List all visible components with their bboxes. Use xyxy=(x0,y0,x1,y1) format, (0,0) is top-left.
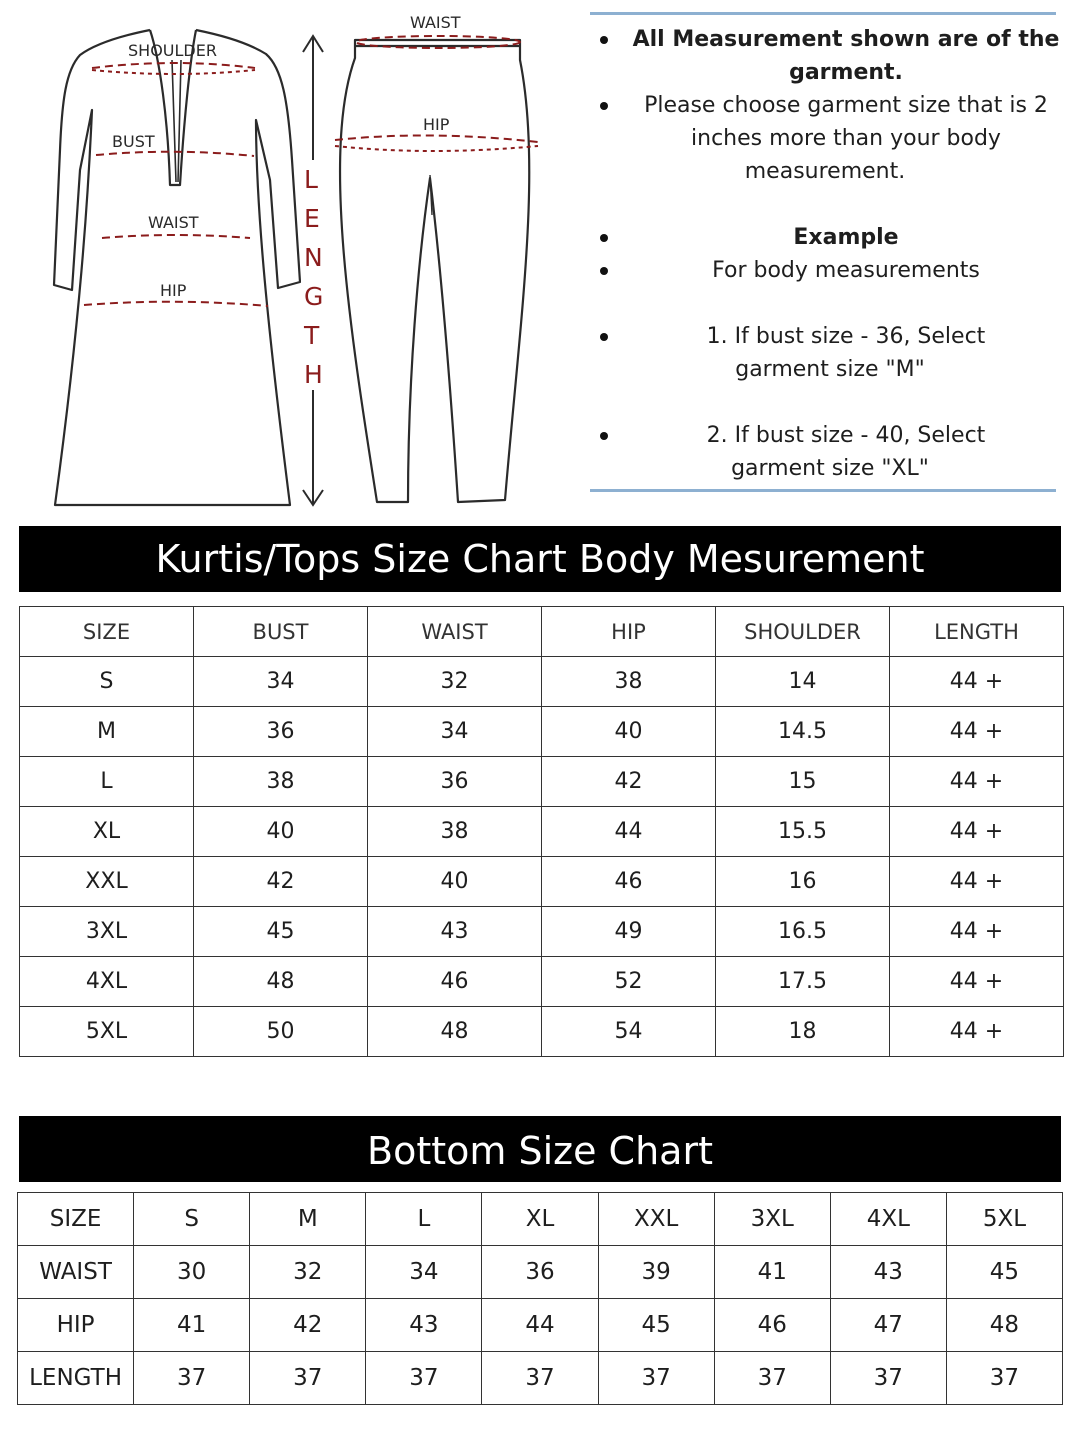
table-cell: 32 xyxy=(250,1246,366,1299)
header-cell: HIP xyxy=(542,607,716,657)
table-cell: 48 xyxy=(368,1007,542,1057)
table-cell: 50 xyxy=(194,1007,368,1057)
tops-size-chart-title: Kurtis/Tops Size Chart Body Mesurement xyxy=(19,526,1061,592)
table-cell: 3XL xyxy=(714,1193,830,1246)
table-cell: 40 xyxy=(194,807,368,857)
table-cell: 40 xyxy=(368,857,542,907)
kurti-shoulder-label: SHOULDER xyxy=(128,41,217,60)
tops-size-table xyxy=(19,606,1064,1057)
table-cell: M xyxy=(250,1193,366,1246)
table-row xyxy=(18,1299,1063,1352)
table-cell: 54 xyxy=(542,1007,716,1057)
table-cell: 34 xyxy=(368,707,542,757)
table-cell: 14 xyxy=(716,657,890,707)
notes-top-rule xyxy=(590,12,1056,15)
kurti-hip-label: HIP xyxy=(160,281,187,300)
header-cell: SHOULDER xyxy=(716,607,890,657)
table-cell: 3XL xyxy=(20,907,194,957)
table-cell: L xyxy=(366,1193,482,1246)
note-line-10: 2. If bust size - 40, Select xyxy=(706,423,986,448)
table-cell: 36 xyxy=(194,707,368,757)
kurti-bust-label: BUST xyxy=(112,132,155,151)
table-row xyxy=(20,857,1064,907)
table-cell: S xyxy=(20,657,194,707)
table-cell: 41 xyxy=(714,1246,830,1299)
table-cell: 34 xyxy=(366,1246,482,1299)
table-cell: 44 + xyxy=(890,857,1064,907)
table-header-row xyxy=(20,607,1064,657)
bullet-2 xyxy=(600,102,608,110)
bullet-3 xyxy=(600,234,608,242)
table-cell: 40 xyxy=(542,707,716,757)
bottom-size-table xyxy=(17,1192,1063,1405)
table-row xyxy=(18,1193,1063,1246)
table-row xyxy=(20,657,1064,707)
table-cell: 37 xyxy=(134,1352,250,1405)
row-label-cell: LENGTH xyxy=(18,1352,134,1405)
table-cell: 46 xyxy=(542,857,716,907)
measurement-notes xyxy=(590,12,1066,492)
note-line-9: garment size "M" xyxy=(735,357,925,382)
row-label-cell: WAIST xyxy=(18,1246,134,1299)
table-cell: 42 xyxy=(194,857,368,907)
table-cell: 37 xyxy=(714,1352,830,1405)
header-cell: WAIST xyxy=(368,607,542,657)
table-cell: 14.5 xyxy=(716,707,890,757)
table-row xyxy=(18,1246,1063,1299)
table-cell: S xyxy=(134,1193,250,1246)
table-cell: 48 xyxy=(946,1299,1062,1352)
table-cell: 38 xyxy=(542,657,716,707)
note-line-8: 1. If bust size - 36, Select xyxy=(706,324,986,349)
length-letter-5: T xyxy=(304,321,320,350)
bottom-size-chart-title: Bottom Size Chart xyxy=(19,1116,1061,1182)
table-cell: 15.5 xyxy=(716,807,890,857)
table-cell: 4XL xyxy=(830,1193,946,1246)
table-cell: 44 xyxy=(482,1299,598,1352)
table-row xyxy=(20,807,1064,857)
bullet-1 xyxy=(600,36,608,44)
table-cell: 17.5 xyxy=(716,957,890,1007)
row-label-cell: SIZE xyxy=(18,1193,134,1246)
table-row xyxy=(20,757,1064,807)
header-cell: SIZE xyxy=(20,607,194,657)
table-cell: 37 xyxy=(250,1352,366,1405)
note-line-6: Example xyxy=(793,225,899,250)
length-letter-2: E xyxy=(304,204,320,233)
table-cell: XXL xyxy=(598,1193,714,1246)
table-cell: 49 xyxy=(542,907,716,957)
table-cell: 36 xyxy=(482,1246,598,1299)
row-label-cell: HIP xyxy=(18,1299,134,1352)
table-cell: 45 xyxy=(946,1246,1062,1299)
table-cell: 18 xyxy=(716,1007,890,1057)
table-cell: 15 xyxy=(716,757,890,807)
length-letter-1: L xyxy=(304,165,318,194)
table-cell: 16.5 xyxy=(716,907,890,957)
table-cell: 44 + xyxy=(890,657,1064,707)
table-cell: L xyxy=(20,757,194,807)
table-cell: 37 xyxy=(830,1352,946,1405)
table-cell: 41 xyxy=(134,1299,250,1352)
table-cell: XL xyxy=(482,1193,598,1246)
table-cell: 47 xyxy=(830,1299,946,1352)
table-row xyxy=(20,907,1064,957)
table-cell: 44 + xyxy=(890,707,1064,757)
length-letter-3: N xyxy=(304,243,323,272)
table-cell: 46 xyxy=(714,1299,830,1352)
table-cell: 45 xyxy=(598,1299,714,1352)
table-cell: 45 xyxy=(194,907,368,957)
length-letter-4: G xyxy=(304,282,324,311)
table-cell: 44 + xyxy=(890,1007,1064,1057)
table-cell: 43 xyxy=(830,1246,946,1299)
table-cell: 37 xyxy=(598,1352,714,1405)
table-cell: 5XL xyxy=(20,1007,194,1057)
bullet-4 xyxy=(600,267,608,275)
table-cell: 52 xyxy=(542,957,716,1007)
table-cell: XXL xyxy=(20,857,194,907)
table-cell: 38 xyxy=(194,757,368,807)
table-row xyxy=(20,1007,1064,1057)
header-cell: LENGTH xyxy=(890,607,1064,657)
table-cell: 37 xyxy=(946,1352,1062,1405)
table-row xyxy=(20,957,1064,1007)
note-line-4: inches more than your body xyxy=(691,126,1001,151)
table-cell: 46 xyxy=(368,957,542,1007)
note-line-2: garment. xyxy=(789,60,903,85)
table-cell: 38 xyxy=(368,807,542,857)
table-cell: 30 xyxy=(134,1246,250,1299)
table-cell: 44 xyxy=(542,807,716,857)
length-letter-6: H xyxy=(304,360,323,389)
table-cell: 4XL xyxy=(20,957,194,1007)
table-cell: 43 xyxy=(366,1299,482,1352)
table-cell: 37 xyxy=(482,1352,598,1405)
bullet-6 xyxy=(600,432,608,440)
kurti-outline xyxy=(54,30,300,505)
kurti-waist-label: WAIST xyxy=(148,213,199,232)
note-line-3: Please choose garment size that is 2 xyxy=(644,93,1048,118)
bullet-5 xyxy=(600,333,608,341)
garment-measurement-diagram xyxy=(0,0,580,520)
note-line-5: measurement. xyxy=(744,159,906,184)
note-line-7: For body measurements xyxy=(712,258,980,283)
pants-outline xyxy=(340,40,529,502)
table-cell: 39 xyxy=(598,1246,714,1299)
table-cell: XL xyxy=(20,807,194,857)
table-cell: 43 xyxy=(368,907,542,957)
table-cell: M xyxy=(20,707,194,757)
header-cell: BUST xyxy=(194,607,368,657)
pants-hip-label: HIP xyxy=(423,115,450,134)
table-cell: 36 xyxy=(368,757,542,807)
table-cell: 5XL xyxy=(946,1193,1062,1246)
table-cell: 32 xyxy=(368,657,542,707)
table-row xyxy=(18,1352,1063,1405)
note-line-11: garment size "XL" xyxy=(731,456,929,481)
table-cell: 34 xyxy=(194,657,368,707)
table-cell: 42 xyxy=(250,1299,366,1352)
table-cell: 16 xyxy=(716,857,890,907)
table-row xyxy=(20,707,1064,757)
table-cell: 44 + xyxy=(890,957,1064,1007)
table-cell: 42 xyxy=(542,757,716,807)
table-cell: 44 + xyxy=(890,757,1064,807)
pants-waist-label: WAIST xyxy=(410,13,461,32)
table-cell: 48 xyxy=(194,957,368,1007)
table-cell: 44 + xyxy=(890,907,1064,957)
notes-bottom-rule xyxy=(590,489,1056,492)
note-line-1: All Measurement shown are of the xyxy=(632,27,1060,52)
table-cell: 44 + xyxy=(890,807,1064,857)
table-cell: 37 xyxy=(366,1352,482,1405)
